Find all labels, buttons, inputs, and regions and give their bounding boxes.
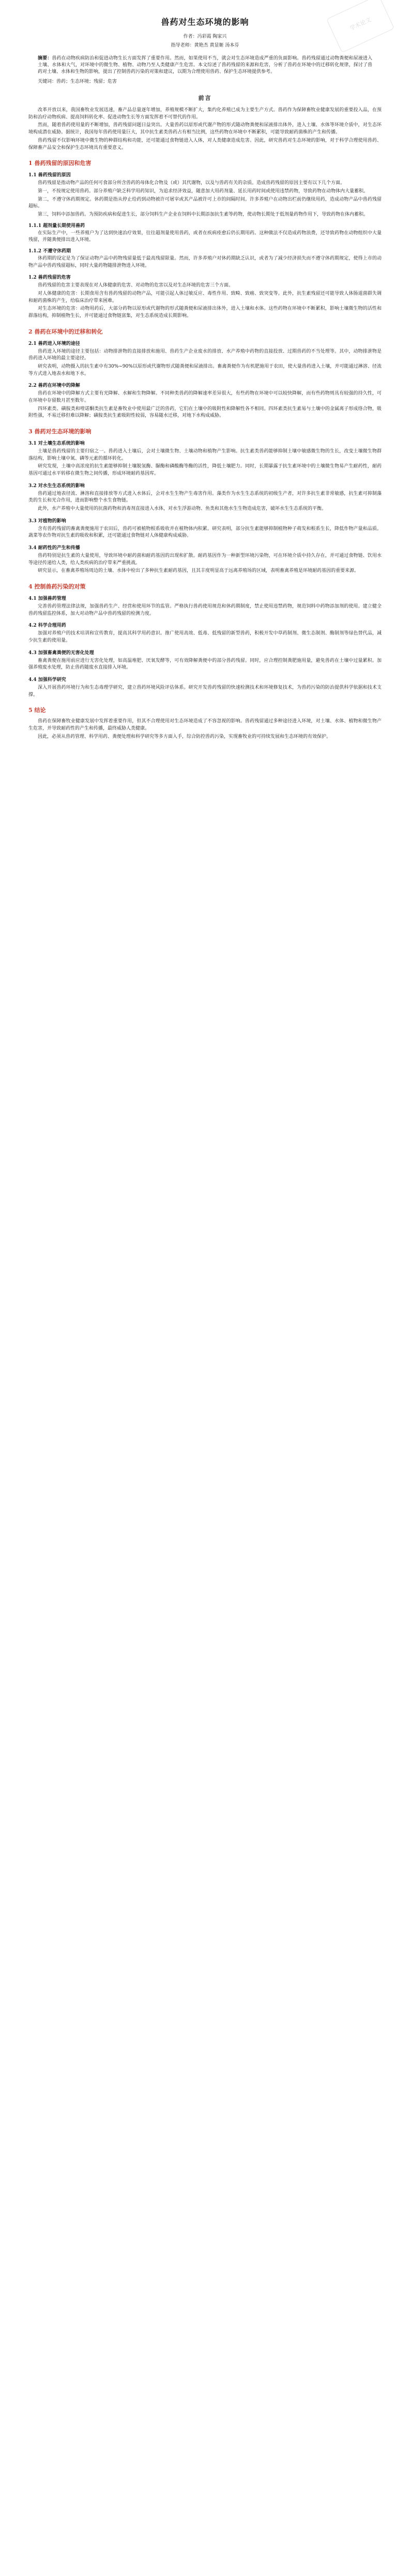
paper-content	[28, 10, 382, 741]
paragraph: 兽药在环境中的降解方式主要有光降解、水解和生物降解。不同种类兽药的降解速率差异很大，有些药物在环境中可以较快降解，而有些药物则具有较强的持久性，可在环境中存留数月甚至数年。	[28, 391, 382, 403]
subsection-heading: 2.1 兽药进入环境的途径	[28, 341, 80, 346]
paragraph: 对生态环境的危害：动物用药后，大部分药物以原形或代谢物的形式随粪便和尿液排出体外，进入土壤和水体。这些药物在环境中不断累积，影响土壤微生物的活性和群落结构，抑制植物生长，并可能通过食物链富集，对生态系统造成长期影响。	[28, 306, 382, 319]
section-heading: 1 兽药残留的原因和危害	[28, 160, 92, 167]
paragraph: 兽药残留的危害主要表现在对人体健康的危害、对动物的危害以及对生态环境的危害三个方面。	[38, 283, 234, 289]
subsubsection-heading: 1.1.1 超剂量长期使用兽药	[28, 223, 85, 229]
paragraph: 加强对养殖户的技术培训和宣传教育，提高其科学用药意识。推广使用高效、低毒、低残留的新型兽药，积极开发中草药制剂、微生态制剂、酶制剂等绿色替代品，减少抗生素的使用量。	[28, 631, 382, 644]
subsection-heading: 1.2 兽药残留的危害	[28, 275, 71, 281]
watermark-stamp: 学术论文	[326, 0, 394, 53]
paragraph: 然而，随着兽药使用量的不断增加，兽药残留问题日益突出。大量兽药以原形或代谢产物的形式随动物粪便和尿液排出体外，进入土壤、水体等环境介质中，对生态环境构成潜在威胁。据统计，我国每年兽药使用量巨大，其中抗生素类兽药占有相当比例，这些药物在环境中不断累积，可能导致耐药菌株的产生和传播。	[28, 123, 382, 135]
subsection-heading: 1.1 兽药残留的原因	[28, 173, 71, 178]
paragraph: 兽药特别是抗生素的大量使用，导致环境中耐药菌和耐药基因的出现和扩散。耐药基因作为一种新型环境污染物，可在环境介质中持久存在，并可通过食物链、饮用水等途径传递给人类，给人类疾病的治疗带来严重挑战。	[28, 553, 382, 566]
paragraph: 完善兽药管理法律法规，加强兽药生产、经营和使用环节的监管。严格执行兽药使用规范和休药期制度，禁止使用违禁药物，规范饲料中药物添加剂的使用。建立健全兽药残留监控体系，加大对动物产品中兽药残留的检测力度。	[28, 604, 382, 616]
section-heading: 4 控制兽药污染的对策	[28, 583, 86, 590]
subsection-heading: 4.3 加强畜禽粪便的无害化处理	[28, 650, 94, 656]
paper-title: 兽药对生态环境的影响	[161, 17, 249, 27]
paragraph: 四环素类、磺胺类和喹诺酮类抗生素是畜牧业中使用最广泛的兽药，它们在土壤中的吸附性和降解性各不相同。四环素类抗生素易与土壤中的金属离子形成络合物，吸附性强，不易迁移但难以降解；磺胺类抗生素吸附性较弱，容易随水迁移，对地下水构成威胁。	[28, 406, 382, 419]
paragraph: 兽药残留不仅影响环境中微生物的种群结构和功能，还可能通过食物链进入人体，对人类健康造成危害。因此，研究兽药对生态环境的影响，对于科学合理使用兽药、保障畜产品安全和保护生态环境具有重要意义。	[28, 138, 382, 150]
paragraph: 兽药残留是指动物产品的任何可食部分所含兽药的母体化合物及（或）其代谢物，以及与兽药有关的杂质。造成兽药残留的原因主要有以下几个方面。	[38, 180, 345, 186]
paragraph: 改革开放以来，我国畜牧业发展迅速，畜产品总量逐年增加，养殖规模不断扩大，集约化养殖已成为主要生产方式。兽药作为保障畜牧业健康发展的重要投入品，在预防和治疗动物疾病、提高饲料转化率、促进动物生长等方面发挥着不可替代的作用。	[28, 108, 382, 120]
section-heading: 2 兽药在环境中的迁移和转化	[28, 328, 103, 335]
abstract-block	[38, 55, 372, 75]
paragraph: 在实际生产中，一些养殖户为了达到快速治疗效果，往往超剂量使用兽药，或者在疾病痊愈后仍长期用药。这种做法不仅造成药物浪费，还导致药物在动物组织中大量残留，并随粪便排出进入环境。	[28, 230, 382, 243]
subsection-heading: 3.1 对土壤生态系统的影响	[28, 441, 85, 446]
paragraph: 第一，不按规定使用兽药。部分养殖户缺乏科学用药知识，为追求经济效益，随意加大用药剂量、延长用药时间或使用违禁药物，导致药物在动物体内大量蓄积。	[38, 188, 369, 194]
authors-line: 作者：冯彩霞 陶家兴	[183, 34, 227, 39]
paragraph: 兽药通过地表径流、淋溶和直接排放等方式进入水体后，会对水生生物产生毒害作用。藻类作为水生生态系统的初级生产者，对许多抗生素非常敏感，抗生素可抑制藻类的生长和光合作用，进而影响整个水生食物链。	[28, 491, 382, 504]
paragraph: 研究表明，动物摄入的抗生素中有30%~90%以原形或代谢物形式随粪便和尿液排出。畜禽粪便作为有机肥施用于农田，使大量兽药进入土壤，并可能通过淋溶、径流等方式进入地表水和地下水。	[28, 363, 382, 376]
section-heading: 3 兽药对生态环境的影响	[28, 428, 92, 435]
advisor-line: 指导老师：黄艳杰 黄显姬 汤本芬	[171, 43, 239, 48]
subsection-heading: 2.2 兽药在环境中的降解	[28, 383, 80, 389]
abstract-label: 摘要：	[38, 56, 52, 61]
subsection-heading: 3.4 耐药性的产生和传播	[28, 545, 80, 551]
paragraph: 研究显示，在畜禽养殖场周边的土壤、水体中检出了多种抗生素耐药基因，且其丰度明显高于远离养殖场的区域，表明畜禽养殖是环境耐药基因的重要来源。	[38, 568, 359, 574]
subsection-heading: 3.3 对植物的影响	[28, 518, 66, 524]
paragraph: 土壤是兽药残留的主要归宿之一。兽药进入土壤后，会对土壤微生物、土壤动物和植物产生影响。抗生素类兽药能够抑制土壤中敏感微生物的生长，改变土壤微生物群落结构，影响土壤中氮、磷等元素的循环转化。	[28, 448, 382, 461]
paragraph: 兽药进入环境的途径主要包括：动物排泄物的直接排放和施用、兽药生产企业废水的排放、水产养殖中药物的直接投放、过期兽药的不当处理等。其中，动物排泄物是兽药进入环境的最主要途径。	[28, 348, 382, 361]
paragraph: 因此，必须从兽药管理、科学用药、粪便处理和科学研究等多方面入手，综合防控兽药污染，实现畜牧业的可持续发展和生态环境的有效保护。	[38, 734, 331, 739]
section-heading: 5 结论	[28, 707, 46, 714]
subsection-heading: 4.4 加强科学研究	[28, 677, 66, 683]
subsection-heading: 4.2 科学合理用药	[28, 623, 66, 629]
subsection-heading: 4.1 加强兽药管理	[28, 596, 66, 602]
paragraph: 深入开展兽药环境行为和生态毒理学研究，建立兽药环境风险评估体系。研究开发兽药残留的快速检测技术和环境修复技术，为兽药污染的防治提供科学依据和技术支撑。	[28, 685, 382, 698]
preface-heading: 前言	[198, 95, 212, 102]
subsubsection-heading: 1.1.2 不遵守休药期	[28, 248, 71, 254]
paragraph: 第二，不遵守休药期规定。休药期是指从停止给药到动物被许可屠宰或其产品被许可上市的间隔时间。许多养殖户在动物出栏前仍继续用药，造成动物产品中兽药残留超标。	[28, 196, 382, 209]
paragraph: 兽药在保障畜牧业健康发展中发挥着重要作用，但其不合理使用对生态环境造成了不容忽视的影响。兽药残留通过多种途径进入环境，对土壤、水体、植物和微生物产生危害，并导致耐药性的产生和传播，最终威胁人类健康。	[28, 719, 382, 732]
abstract-text: 兽药在动物疾病防治和促进动物生长方面发挥了重要作用。然而，如果使用不当，就会对生态环境造成严重的负面影响。兽药残留通过动物粪便和尿液进入土壤、水体和大气，对环境中的微生物、植物、动物乃至人类健康产生危害。本文综述了兽药残留的来源和危害，分析了兽药在环境中的迁移转化规律，探讨了兽药对土壤、水体和生物的影响，提出了控制兽药污染的对策和建议，以期为合理使用兽药、保护生态环境提供参考。	[38, 56, 372, 75]
subsection-heading: 3.2 对水生生态系统的影响	[28, 483, 85, 489]
paragraph: 含有兽药残留的畜禽粪便施用于农田后，兽药可被植物根系吸收并在植物体内积累。研究表明，部分抗生素能够抑制植物种子萌发和根系生长，降低作物产量和品质。蔬菜等农作物对抗生素的吸收和积累，还可能通过食物链对人体健康构成威胁。	[28, 526, 382, 539]
paragraph: 研究发现，土壤中高浓度的抗生素能够抑制土壤脱氢酶、脲酶和磷酸酶等酶的活性，降低土壤肥力。同时，长期暴露于抗生素环境中的土壤微生物易产生耐药性，耐药基因可通过水平转移在微生物之间传播，形成环境耐药基因库。	[28, 464, 382, 476]
paragraph: 对人体健康的危害：长期食用含有兽药残留的动物产品，可能引起人体过敏反应、毒性作用、致畸、致癌、致突变等。此外，抗生素残留还可能导致人体肠道菌群失调和耐药菌株的产生，给临床治疗带来困难。	[28, 291, 382, 304]
paragraph: 畜禽粪便在施用前应进行无害化处理，如高温堆肥、厌氧发酵等，可有效降解粪便中的部分兽药残留。同时，应合理控制粪肥施用量，避免兽药在土壤中过量累积。加强养殖废水处理，防止兽药随废水直接排入环境。	[28, 658, 382, 671]
keywords-line: 关键词：兽药；生态环境；残留；危害	[38, 79, 117, 85]
paragraph: 此外，水产养殖中大量使用的抗菌药物和消毒剂直接进入水体，对水生浮游动物、鱼类和其他水生生物造成危害，破坏水生生态系统的平衡。	[38, 506, 327, 511]
paragraph: 休药期的设定是为了保证动物产品中药物残留量低于最高残留限量。然而，许多养殖户对休药期缺乏认识，或者为了减少经济损失而不遵守休药期规定，使得上市的动物产品中兽药残留超标，同时大量药物随排泄物进入环境。	[28, 255, 382, 268]
paragraph: 第三，饲料中添加兽药。为预防疾病和促进生长，部分饲料生产企业在饲料中长期添加抗生素等药物，使动物长期处于低剂量药物作用下，导致药物在体内蓄积。	[38, 211, 369, 217]
